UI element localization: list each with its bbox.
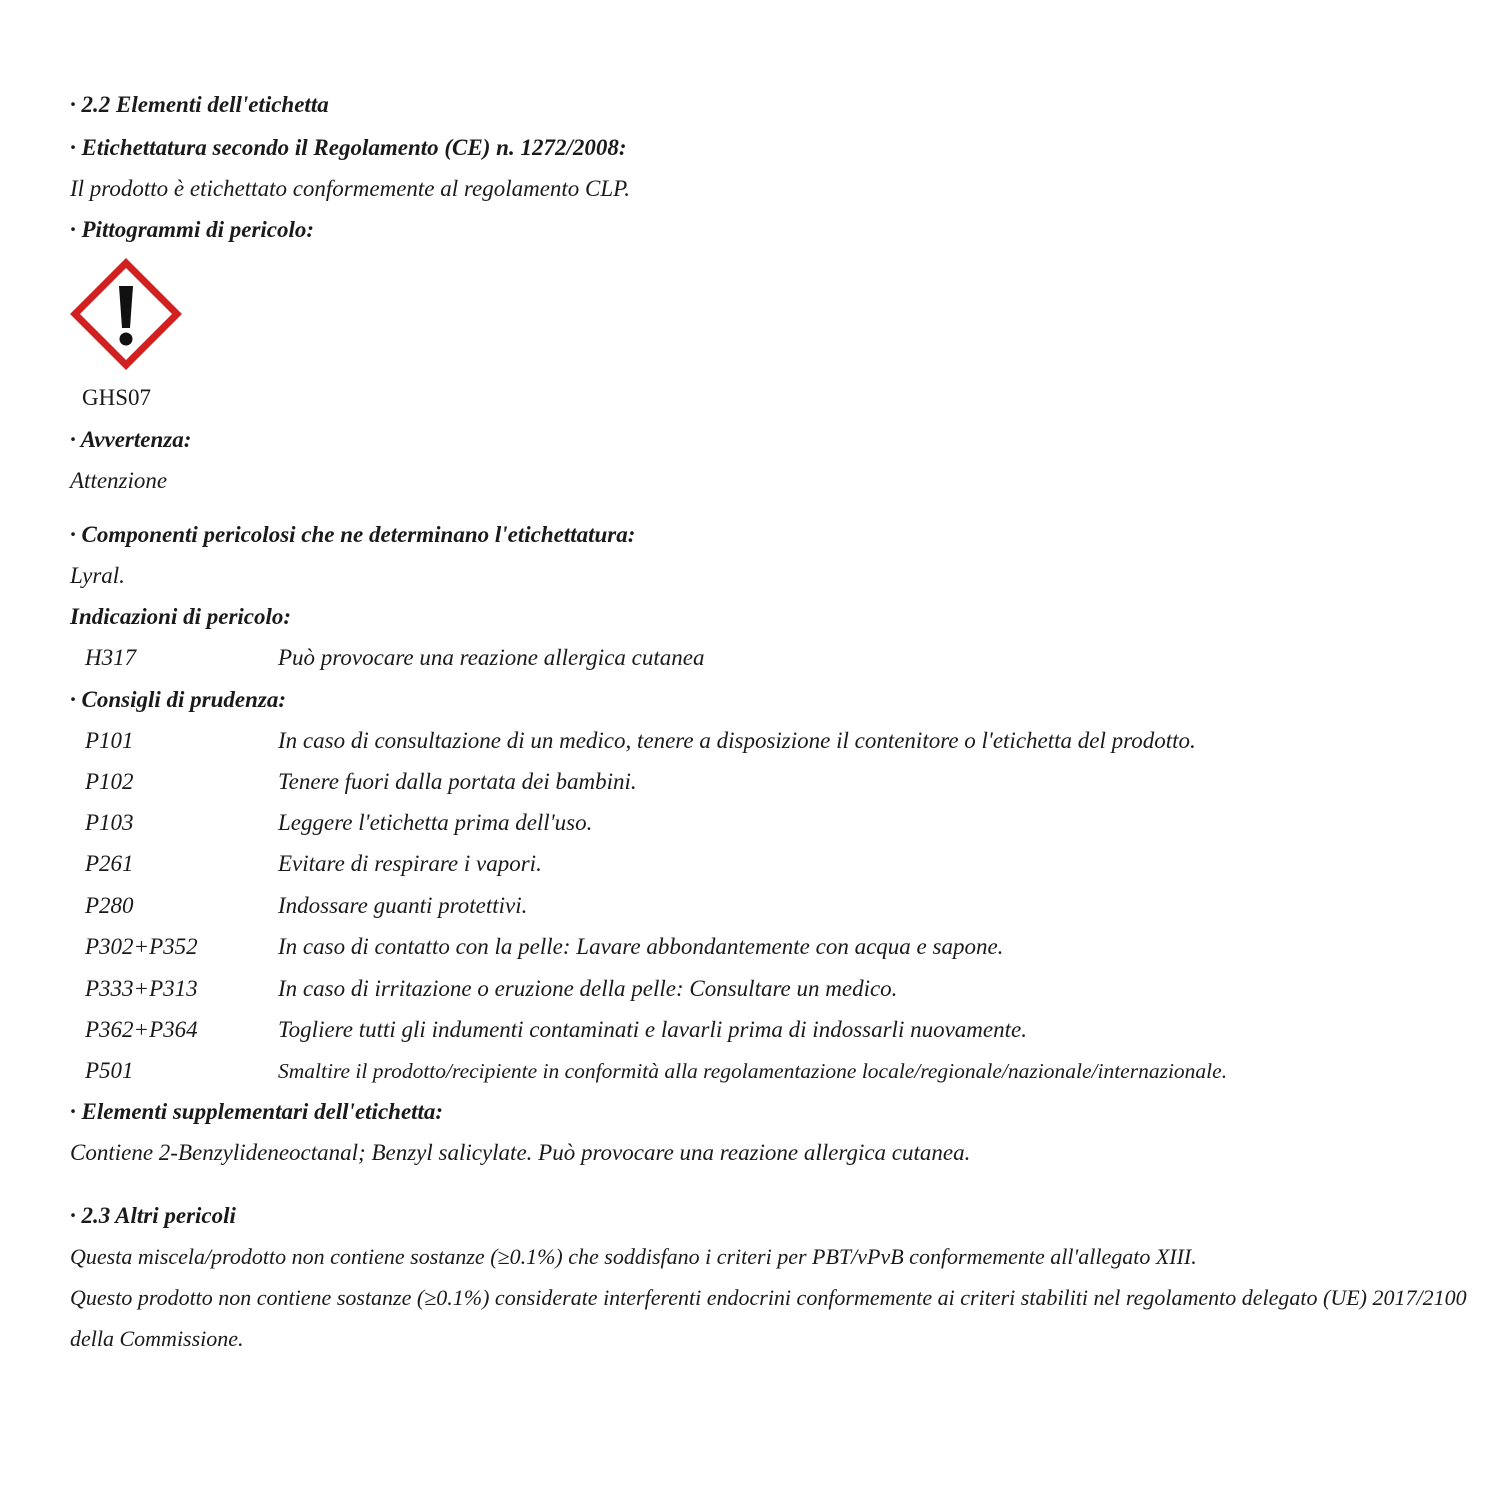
components-heading: · Componenti pericolosi che ne determinano l'etichettatura: xyxy=(70,522,636,547)
section-2-2-heading: · 2.2 Elementi dell'etichetta xyxy=(70,92,329,117)
precaution-code: P103 xyxy=(85,810,134,835)
pictograms-heading: · Pittogrammi di pericolo: xyxy=(70,217,315,242)
signal-word: Attenzione xyxy=(70,468,168,493)
precaution-text: Leggere l'etichetta prima dell'uso. xyxy=(278,810,593,835)
precaution-text: Smaltire il prodotto/recipiente in conformità alla regolamentazione locale/regionale/nazionale/internazionale. xyxy=(278,1059,1228,1083)
section-2-3-heading: · 2.3 Altri pericoli xyxy=(70,1203,236,1228)
precaution-code: P501 xyxy=(85,1058,134,1083)
precaution-code: P261 xyxy=(85,851,134,876)
components-text: Lyral. xyxy=(70,563,125,588)
hazard-heading: Indicazioni di pericolo: xyxy=(70,604,292,629)
hazard-code: H317 xyxy=(85,645,137,670)
precaution-code: P280 xyxy=(85,893,134,918)
supplementary-text: Contiene 2-Benzylideneoctanal; Benzyl salicylate. Può provocare una reazione allergica cutanea. xyxy=(70,1140,971,1165)
precaution-text: Indossare guanti protettivi. xyxy=(278,893,528,918)
precaution-code: P333+P313 xyxy=(85,976,198,1001)
hazard-text: Può provocare una reazione allergica cutanea xyxy=(278,645,705,670)
labeling-heading: · Etichettatura secondo il Regolamento (CE) n. 1272/2008: xyxy=(70,135,627,160)
other-hazards-paragraph-1: Questa miscela/prodotto non contiene sostanze (≥0.1%) che soddisfano i criteri per PBT/vPvB conformemente all'allegato XIII. xyxy=(70,1244,1197,1269)
pictogram-code: GHS07 xyxy=(82,385,152,410)
exclamation-mark-icon xyxy=(70,258,182,370)
supplementary-heading: · Elementi supplementari dell'etichetta: xyxy=(70,1099,444,1124)
precaution-text: Togliere tutti gli indumenti contaminati e lavarli prima di indossarli nuovamente. xyxy=(278,1017,1027,1042)
precaution-code: P362+P364 xyxy=(85,1017,198,1042)
precaution-text: In caso di consultazione di un medico, tenere a disposizione il contenitore o l'etichetta del prodotto. xyxy=(278,728,1196,753)
signal-word-heading: · Avvertenza: xyxy=(70,427,192,452)
precaution-code: P302+P352 xyxy=(85,934,198,959)
precaution-text: In caso di contatto con la pelle: Lavare abbondantemente con acqua e sapone. xyxy=(278,934,1004,959)
precaution-text: Tenere fuori dalla portata dei bambini. xyxy=(278,769,637,794)
other-hazards-paragraph-2: Questo prodotto non contiene sostanze (≥0.1%) considerate interferenti endocrini conformemente ai criteri stabiliti nel regolamento delegato (UE) 2017/2100 della Commissione. xyxy=(70,1285,1467,1351)
precaution-code: P101 xyxy=(85,728,134,753)
precaution-text: In caso di irritazione o eruzione della pelle: Consultare un medico. xyxy=(278,976,898,1001)
precaution-heading: · Consigli di prudenza: xyxy=(70,687,286,712)
precaution-code: P102 xyxy=(85,769,134,794)
precaution-text: Evitare di respirare i vapori. xyxy=(278,851,542,876)
labeling-text: Il prodotto è etichettato conformemente al regolamento CLP. xyxy=(70,176,631,201)
